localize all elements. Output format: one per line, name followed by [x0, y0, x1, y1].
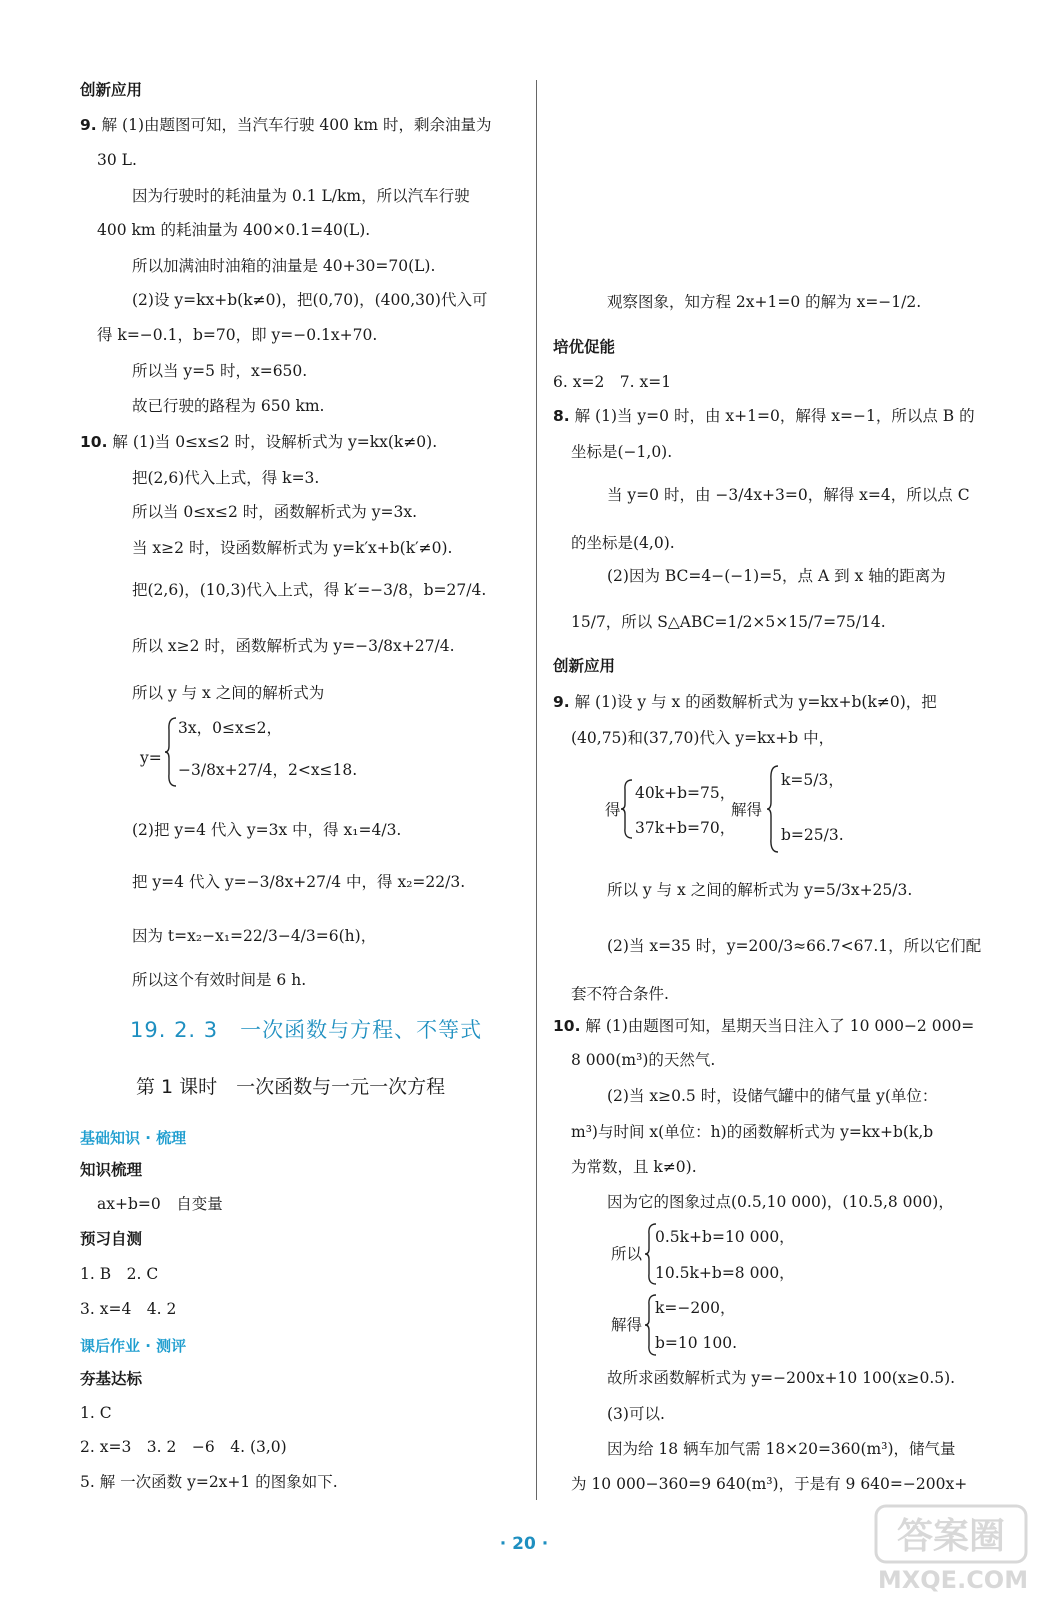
right-line-r1: 观察图象，知方程 2x+1=0 的解为 x=−1/2. [607, 293, 922, 311]
y-tick-label: 3 [759, 125, 767, 139]
left-line-l15: 把(2,6)，(10,3)代入上式，得 k′=−3/8，b=27/4. [132, 581, 487, 599]
page-number: · 20 · [499, 1534, 549, 1554]
left-line-l4: 因为行驶时的耗油量为 0.1 L/km，所以汽车行驶 [132, 187, 470, 205]
left-line-l7: (2)设 y=kx+b(k≠0)，把(0,70)，(400,30)代入可 [132, 291, 488, 309]
question-number: 10. [553, 1017, 581, 1035]
y-tick-label: 2 [759, 149, 767, 163]
x-tick-label: 1 [787, 209, 795, 223]
right-line-r2: 培优促能 [553, 338, 616, 356]
right-line-r19: 8 000(m³)的天然气. [571, 1051, 716, 1069]
left-line-l14: 当 x≥2 时，设函数解析式为 y=k′x+b(k′≠0). [132, 539, 453, 557]
right-line-r20: (2)当 x≥0.5 时，设储气罐中的储气量 y(单位： [607, 1087, 938, 1105]
right-line-r17: 套不符合条件. [571, 985, 669, 1003]
left-line-l18b: y= [140, 749, 162, 767]
left-line-l33: 预习自测 [80, 1230, 143, 1248]
column-divider [536, 80, 537, 1500]
right-line-r30: 因为给 18 辆车加气需 18×20=360(m³)，储气量 [607, 1440, 956, 1458]
brace-left-piecewise [164, 716, 178, 788]
left-line-l2 [80, 115, 491, 135]
left-line-l19: −3/8x+27/4，2<x≤18. [178, 761, 358, 779]
y-tick-label: 1 [759, 173, 767, 187]
left-line-l5: 400 km 的耗油量为 400×0.1=40(L). [97, 221, 371, 239]
left-line-l31: 知识梳理 [80, 1161, 143, 1179]
left-line-l9: 所以当 y=5 时，x=650. [132, 362, 308, 380]
right-line-r22: 为常数，且 k≠0). [571, 1158, 697, 1176]
answer-text: 解 (1)由题图可知，星期天当日注入了 10 000−2 000= [580, 1017, 975, 1035]
question-number: 9. [80, 116, 97, 134]
right-line-r18 [553, 1016, 974, 1036]
right-line-r28: 故所求函数解析式为 y=−200x+10 100(x≥0.5). [607, 1369, 956, 1387]
y-tick-label: −1 [753, 221, 771, 235]
left-line-l23: 所以这个有效时间是 6 h. [132, 971, 307, 989]
right-line-r6: 当 y=0 时，由 −3/4x+3=0，解得 x=4，所以点 C [607, 486, 970, 504]
graph-origin-label: O [759, 209, 770, 224]
watermark-url: MXQE.COM [877, 1566, 1029, 1594]
right-line-r13d: k=5/3， [781, 771, 844, 789]
graph-x-label: x [845, 189, 853, 204]
left-line-l3: 30 L. [97, 151, 137, 169]
brace-solution-2 [644, 1293, 658, 1357]
left-line-l12: 把(2,6)代入上式，得 k=3. [132, 469, 320, 487]
answer-text: 解 (1)设 y 与 x 的函数解析式为 y=kx+b(k≠0)，把 [569, 693, 937, 711]
left-line-l34: 1. B 2. C [80, 1265, 159, 1283]
right-line-r26b: 解得 [611, 1316, 643, 1334]
right-line-r25: 10.5k+b=8 000， [655, 1264, 795, 1282]
left-line-l36: 课后作业 · 测评 [80, 1337, 187, 1355]
left-line-l1: 创新应用 [80, 81, 143, 99]
left-line-l16: 所以 x≥2 时，函数解析式为 y=−3/8x+27/4. [132, 637, 455, 655]
lesson-title: 第 1 课时 一次函数与一元一次方程 [136, 1076, 446, 1098]
right-line-r15: 所以 y 与 x 之间的解析式为 y=5/3x+25/3. [607, 881, 913, 899]
right-line-r13c: 解得 [731, 801, 763, 819]
right-line-r13b: 得 [605, 801, 621, 819]
graph-y-label: y [759, 77, 767, 92]
left-line-l17: 所以 y 与 x 之间的解析式为 [132, 684, 325, 702]
brace-system-1 [620, 778, 634, 840]
right-line-r27: b=10 100. [655, 1334, 738, 1352]
watermark-text: 答案圈 [896, 1516, 1006, 1557]
left-line-l38: 1. C [80, 1404, 112, 1422]
left-line-l40: 5. 解 一次函数 y=2x+1 的图象如下. [80, 1473, 338, 1491]
brace-solution-1 [766, 764, 780, 854]
right-line-r13: 40k+b=75， [635, 784, 736, 802]
right-line-r10: 创新应用 [553, 657, 616, 675]
left-line-l6: 所以加满油时油箱的油量是 40+30=70(L). [132, 257, 436, 275]
left-line-l13: 所以当 0≤x≤2 时，函数解析式为 y=3x. [132, 503, 417, 521]
right-line-r31: 为 10 000−360=9 640(m³)，于是有 9 640=−200x+ [571, 1475, 968, 1493]
right-line-r11 [553, 692, 937, 712]
left-line-l37: 夯基达标 [80, 1370, 143, 1388]
question-number: 10. [80, 433, 108, 451]
question-number: 9. [553, 693, 570, 711]
right-line-r24b: 所以 [611, 1245, 643, 1263]
x-tick-label: 2 [811, 209, 819, 223]
right-line-r3: 6. x=2 7. x=1 [553, 373, 672, 391]
right-line-r14: 37k+b=70， [635, 819, 736, 837]
left-line-l32: ax+b=0 自变量 [97, 1195, 223, 1213]
left-line-l10: 故已行驶的路程为 650 km. [132, 397, 325, 415]
right-line-r9: 15/7，所以 S△ABC=1/2×5×15/7=75/14. [571, 613, 886, 631]
right-line-r21: m³)与时间 x(单位：h)的函数解析式为 y=kx+b(k,b [571, 1123, 934, 1141]
x-tick-label: −2 [715, 209, 733, 223]
right-line-r24: 0.5k+b=10 000， [655, 1228, 795, 1246]
y-tick-label: −2 [753, 245, 771, 259]
watermark-logo [868, 1496, 1038, 1596]
right-line-r8: (2)因为 BC=4−(−1)=5，点 A 到 x 轴的距离为 [607, 567, 946, 585]
brace-system-2 [644, 1222, 658, 1286]
y-tick-label: 4 [759, 101, 767, 115]
answer-text: 解 (1)当 0≤x≤2 时，设解析式为 y=kx(k≠0). [107, 433, 438, 451]
left-line-l35: 3. x=4 4. 2 [80, 1300, 177, 1318]
answer-text: 解 (1)由题图可知，当汽车行驶 400 km 时，剩余油量为 [96, 116, 492, 134]
right-line-r7: 的坐标是(4,0). [571, 534, 675, 552]
left-line-l22: 因为 t=x₂−x₁=22/3−4/3=6(h)， [132, 927, 377, 945]
left-line-l8: 得 k=−0.1，b=70，即 y=−0.1x+70. [97, 326, 378, 344]
right-line-r16: (2)当 x=35 时，y=200/3≈66.7<67.1，所以它们配 [607, 937, 982, 955]
left-line-l18: 3x，0≤x≤2， [178, 719, 283, 737]
left-line-l11 [80, 432, 437, 452]
answer-text: 解 (1)当 y=0 时，由 x+1=0，解得 x=−1，所以点 B 的 [569, 407, 975, 425]
x-tick-label: −1 [739, 209, 757, 223]
right-line-r5: 坐标是(−1,0). [571, 443, 673, 461]
left-line-l20: (2)把 y=4 代入 y=3x 中，得 x₁=4/3. [132, 821, 402, 839]
right-line-r29: (3)可以. [607, 1405, 665, 1423]
right-line-r23: 因为它的图象过点(0.5,10 000)，(10.5,8 000)， [607, 1193, 954, 1211]
left-line-l39: 2. x=3 3. 2 −6 4. (3,0) [80, 1438, 287, 1456]
graph-axes [695, 78, 861, 268]
right-line-r12: (40,75)和(37,70)代入 y=kx+b 中， [571, 729, 835, 747]
right-line-r4 [553, 406, 975, 426]
right-line-r26: k=−200， [655, 1299, 736, 1317]
left-line-l30: 基础知识 · 梳理 [80, 1129, 187, 1147]
right-line-r14d: b=25/3. [781, 826, 844, 844]
left-line-l21: 把 y=4 代入 y=−3/8x+27/4 中，得 x₂=22/3. [132, 873, 466, 891]
graph-function-label: y=2x+1 [803, 119, 857, 134]
section-title: 19. 2. 3 一次函数与方程、不等式 [130, 1018, 483, 1042]
question-number: 8. [553, 407, 570, 425]
